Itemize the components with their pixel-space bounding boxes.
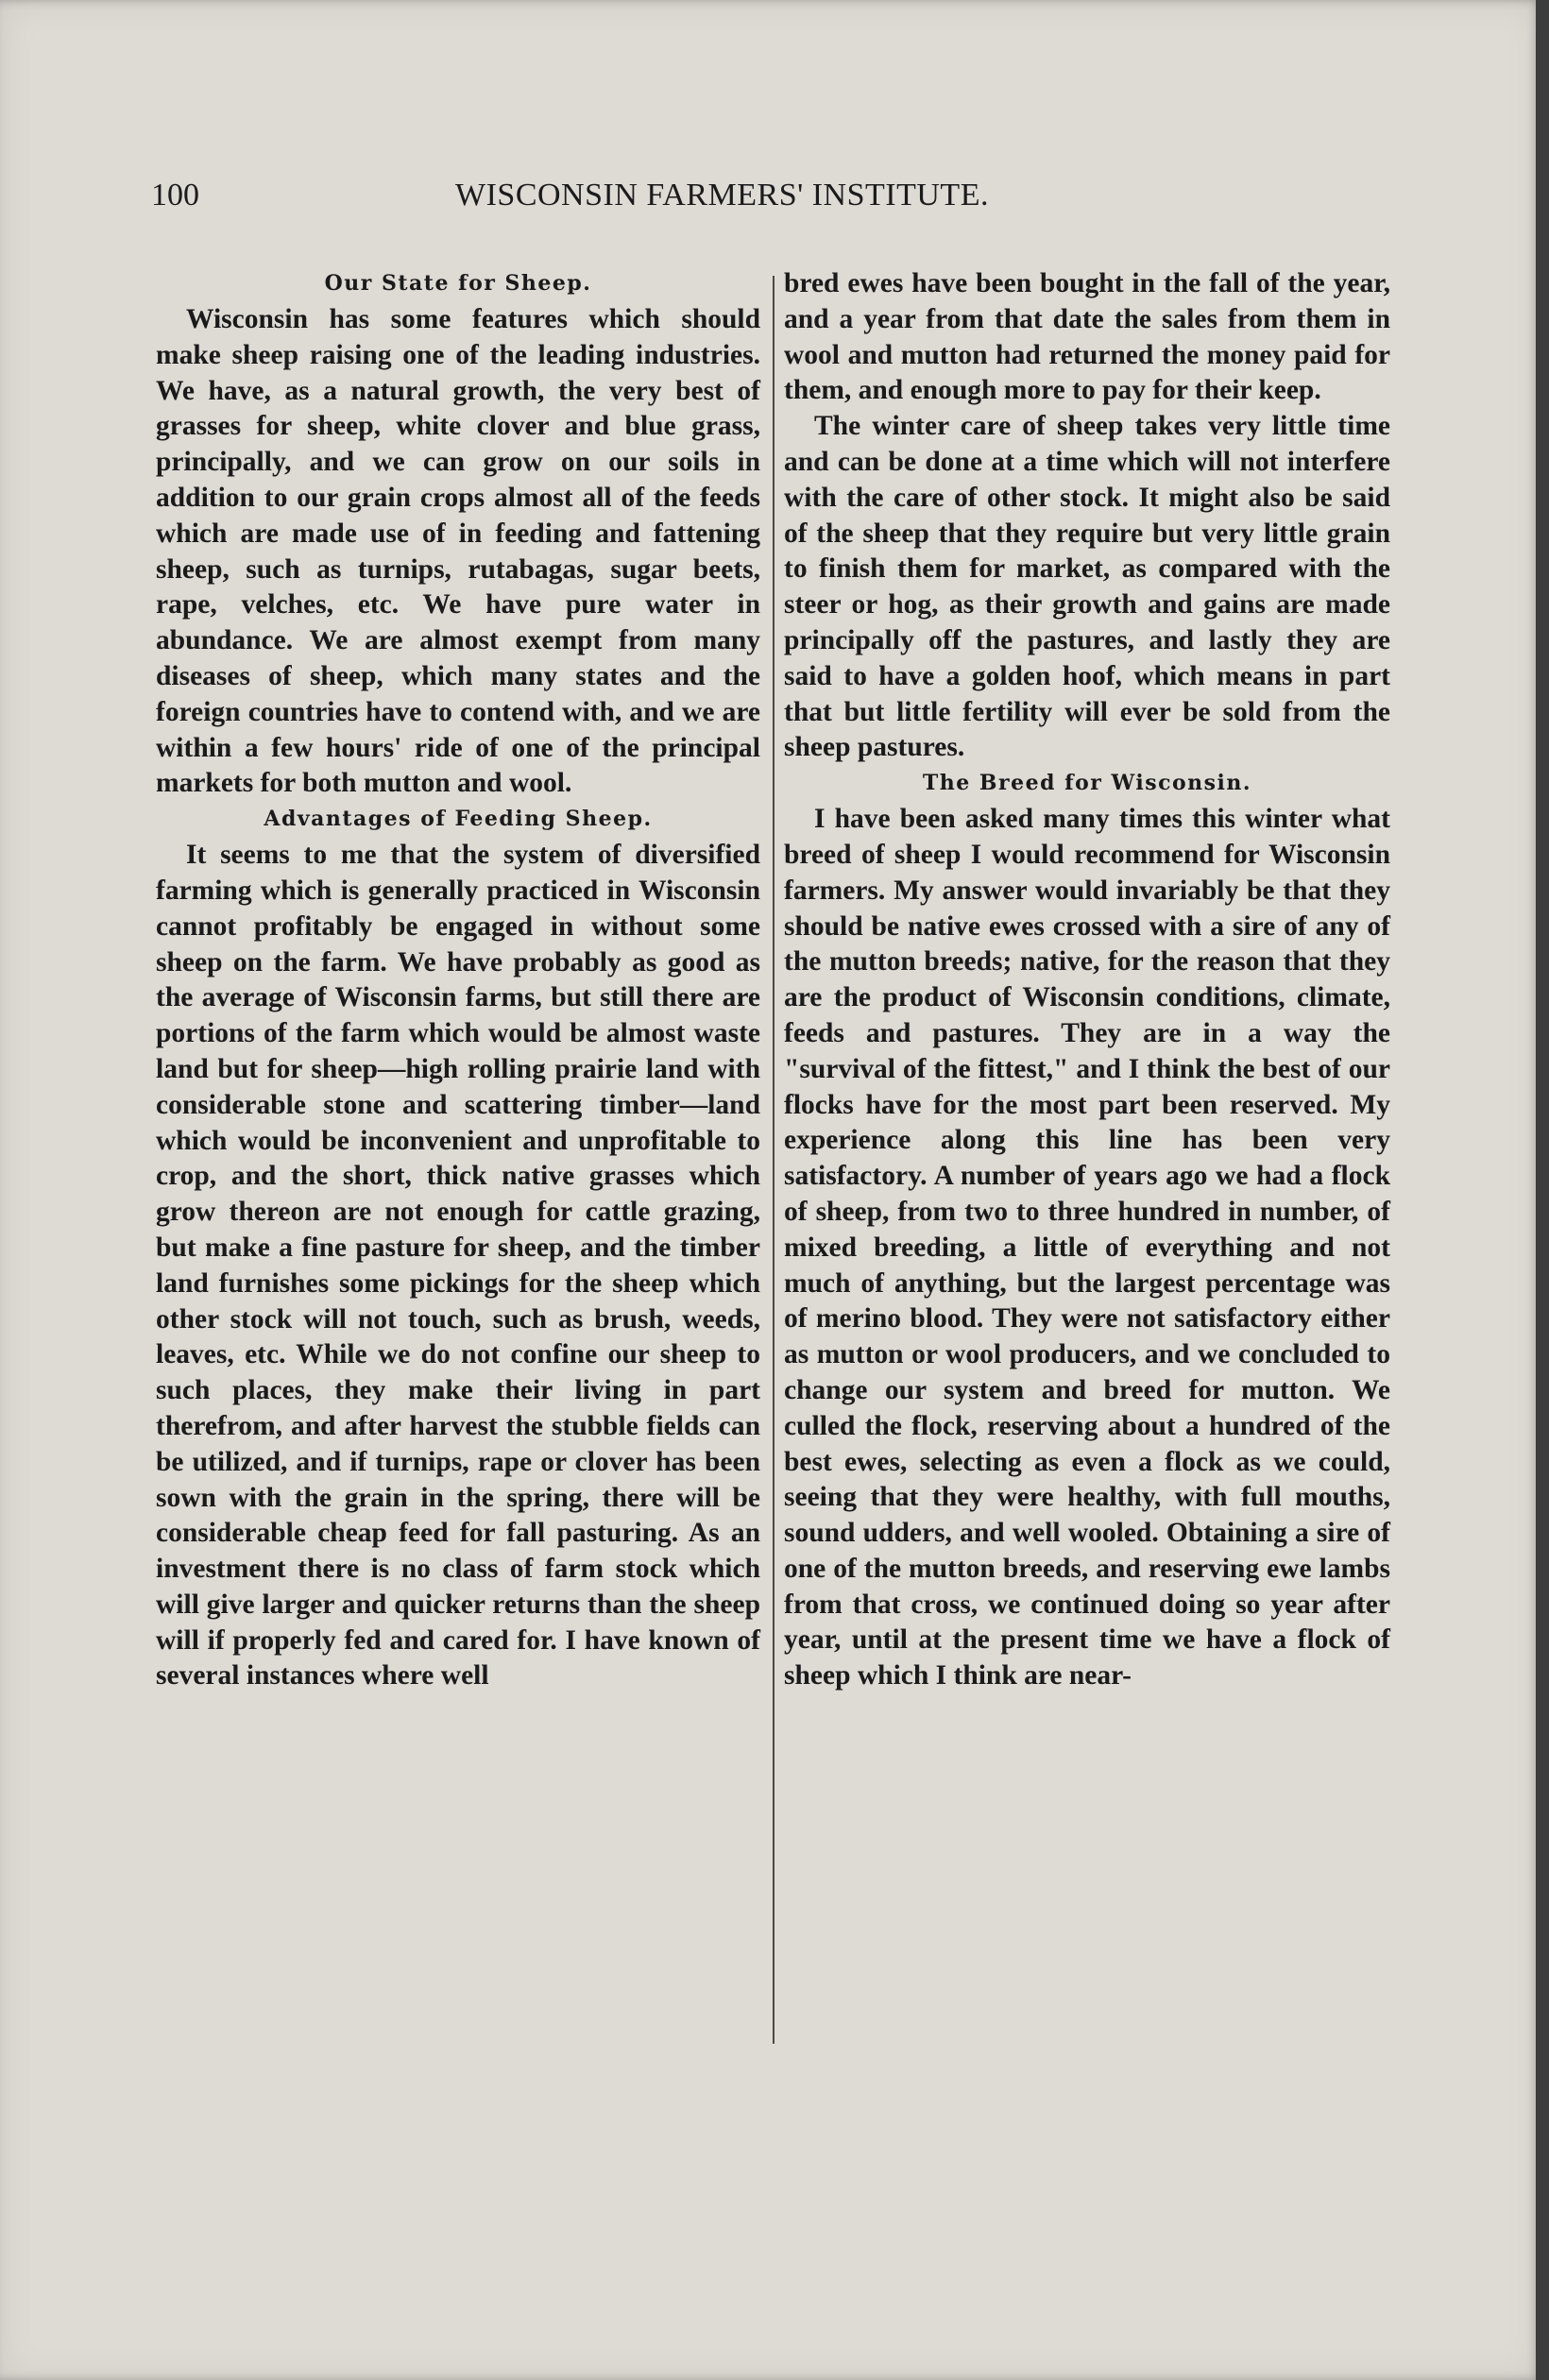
page-edge xyxy=(1536,0,1549,2380)
running-header xyxy=(151,178,1105,223)
paragraph: Wisconsin has some features which should make sheep raising one of the leading industries. We have, as a natural growth, the very best of grasses for sheep, white clover and blue grass, principally, and we can grow on our soils in addition to our grain crops almost all of the feeds which are made use of in feeding and fattening sheep, such as turnips, rutabagas, sugar beets, rape, velches, etc. We have pure water in abundance. We are almost exempt from many diseases of sheep, which many states and the foreign countries have to contend with, and we are within a few hours' ride of one of the principal markets for both mutton and wool. xyxy=(156,304,760,799)
section-heading-breed: The Breed for Wisconsin. xyxy=(922,771,1252,796)
left-column xyxy=(156,266,760,1694)
paragraph-continued: bred ewes have been bought in the fall of the year, and a year from that date the sales from them in wool and mutton had returned the money paid for them, and enough more to pay for their keep. xyxy=(784,268,1390,406)
paragraph: The winter care of sheep takes very little time and can be done at a time which will not interfere with the care of other stock. It might also be said of the sheep that they require but very little grain to finish them for market, as compared with the steer or hog, as their growth and gains are made principally off the pastures, and lastly they are said to have a golden hoof, which means in part that but little fertility will ever be sold from the sheep pastures. xyxy=(784,411,1390,763)
running-title: WISCONSIN FARMERS' INSTITUTE. xyxy=(455,178,989,212)
page-number: 100 xyxy=(151,178,199,212)
right-column xyxy=(784,266,1390,1694)
paragraph: It seems to me that the system of diversified farming which is generally practiced in Wisconsin cannot profitably be engaged in without some sheep on the farm. We have probably as good as the average of Wisconsin farms, but still there are portions of the farm which would be almost waste land but for sheep—high rolling prairie land with considerable stone and scattering timber—land which would be inconvenient and unprofitable to crop, and the short, thick native grasses which grow thereon are not enough for cattle grazing, but make a fine pasture for sheep, and the timber land furnishes some pickings for the sheep which other stock will not touch, such as brush, weeds, leaves, etc. While we do not confine our sheep to such places, they make their living in part therefrom, and after harvest the stubble fields can be utilized, and if turnips, rape or clover has been sown with the grain in the spring, there will be considerable cheap feed for fall pasturing. As an investment there is no class of farm stock which will give larger and quicker returns than the sheep will if properly fed and cared for. I have known of several instances where well xyxy=(156,840,760,1692)
section-heading-advantages: Advantages of Feeding Sheep. xyxy=(264,807,653,832)
paragraph: I have been asked many times this winter what breed of sheep I would recommend for Wisconsin farmers. My answer would invariably be that they should be native ewes crossed with a sire of any of the mutton breeds; native, for the reason that they are the product of Wisconsin conditions, climate, feeds and pastures. They are in a way the "survival of the fittest," and I think the best of our flocks have for the most part been reserved. My experience along this line has been very satisfactory. A number of years ago we had a flock of sheep, from two to three hundred in number, of mixed breeding, a little of everything and not much of anything, but the largest percentage was of merino blood. They were not satisfactory either as mutton or wool producers, and we concluded to change our system and breed for mutton. We culled the flock, reserving about a hundred of the best ewes, selecting as even a flock as we could, seeing that they were healthy, with full mouths, sound udders, and well wooled. Obtaining a sire of one of the mutton breeds, and reserving ewe lambs from that cross, we continued doing so year after year, until at the present time we have a flock of sheep which I think are near- xyxy=(784,804,1390,1692)
column-divider xyxy=(773,276,774,2044)
section-heading-our-state: Our State for Sheep. xyxy=(324,271,592,296)
